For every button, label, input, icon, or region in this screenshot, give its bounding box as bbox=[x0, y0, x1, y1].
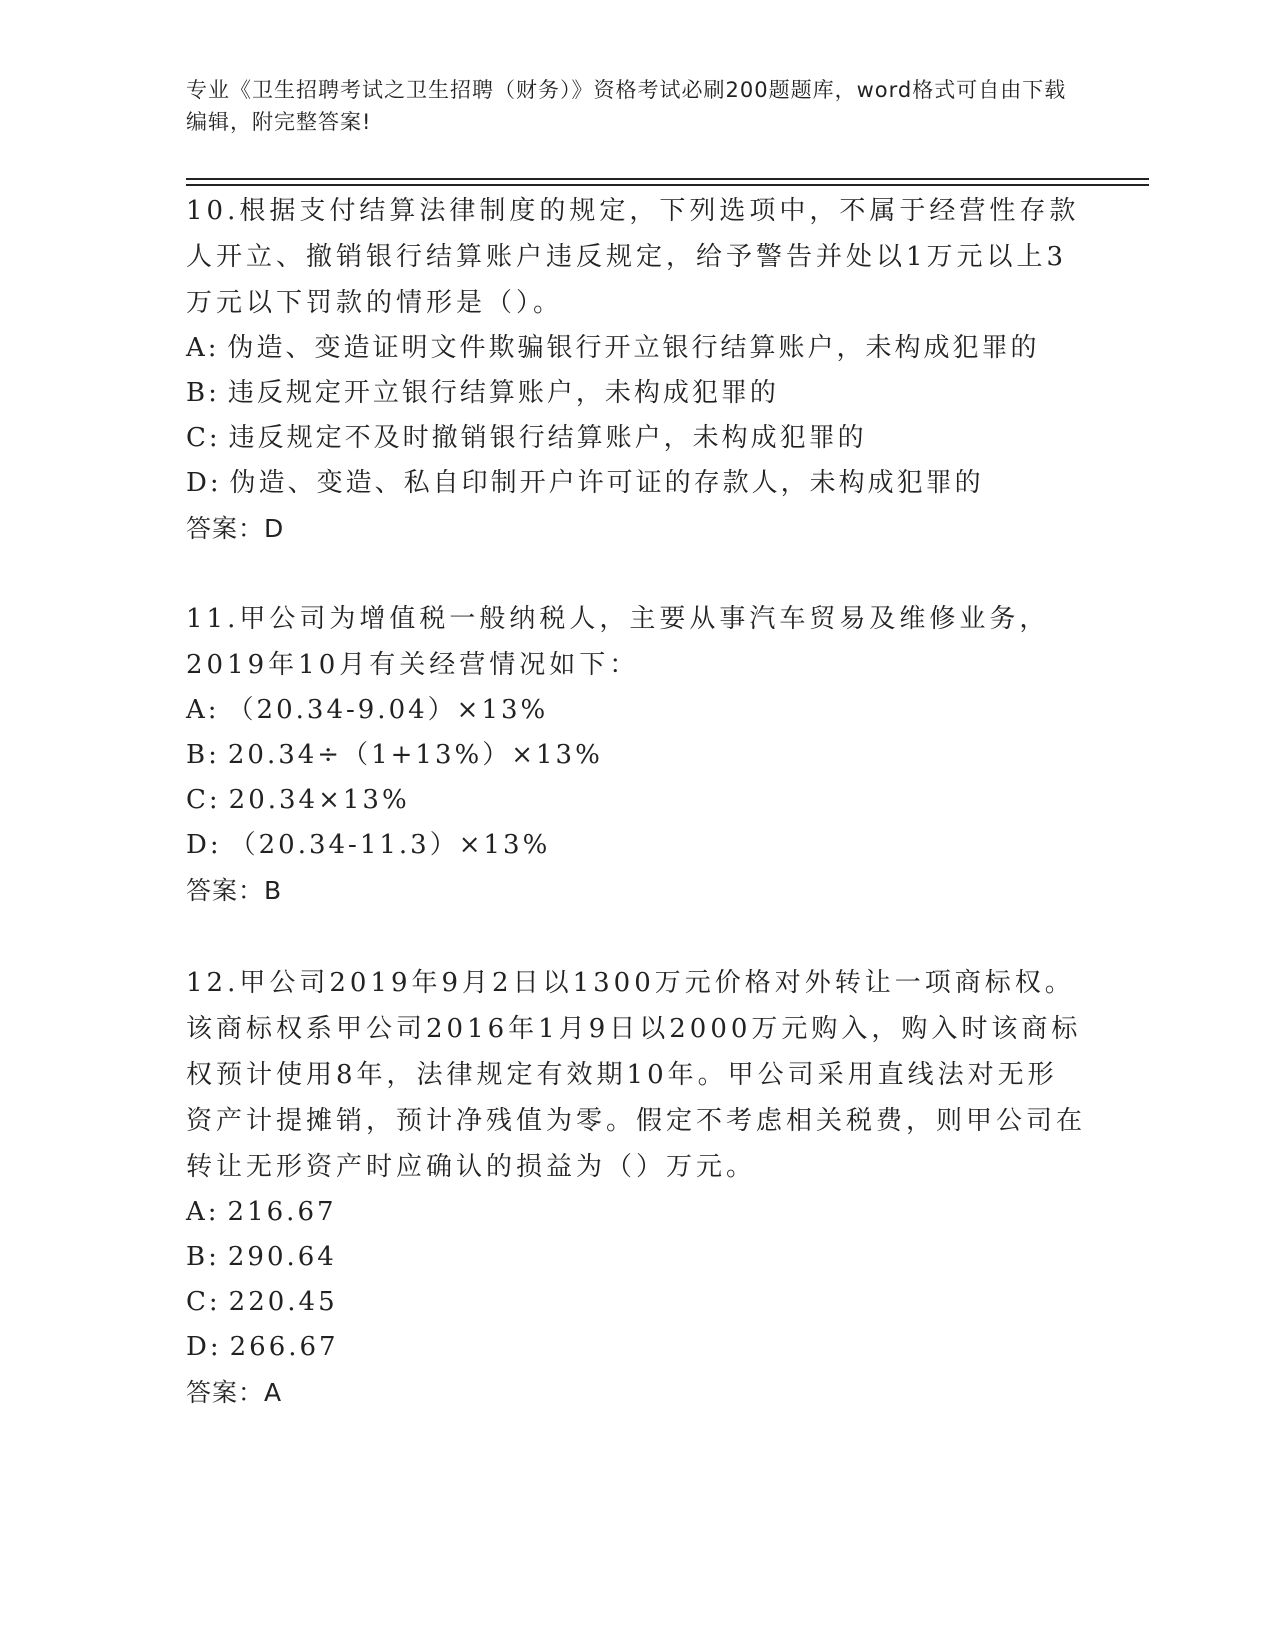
question-stem: 10.根据支付结算法律制度的规定，下列选项中，不属于经营性存款人开立、撤销银行结算账户违反规定，给予警告并处以1万元以上3万元以下罚款的情形是（）。 bbox=[186, 196, 1080, 318]
option-b bbox=[186, 371, 1086, 416]
option-a bbox=[186, 1190, 1086, 1235]
option-label: B: bbox=[186, 378, 220, 408]
option-text: （20.34-11.3）×13% bbox=[229, 830, 551, 860]
option-a bbox=[186, 326, 1086, 371]
question-stem: 12.甲公司2019年9月2日以1300万元价格对外转让一项商标权。该商标权系甲公司2016年1月9日以2000万元购入，购入时该商标权预计使用8年，法律规定有效期10年。甲公司采用直线法对无形资产计提摊销，预计净残值为零。假定不考虑相关税费，则甲公司在转让无形资产时应确认的损益为（）万元。 bbox=[186, 968, 1087, 1182]
option-c bbox=[186, 416, 1086, 461]
option-text: 20.34÷（1+13%）×13% bbox=[227, 740, 603, 770]
option-label: C: bbox=[186, 1287, 221, 1317]
option-text: 伪造、变造、私自印制开户许可证的存款人，未构成犯罪的 bbox=[229, 468, 984, 498]
answer-line: 答案：D bbox=[186, 514, 285, 543]
answer-line: 答案：B bbox=[186, 876, 283, 905]
option-label: C: bbox=[186, 785, 221, 815]
question-11 bbox=[186, 596, 1086, 913]
option-label: C: bbox=[186, 423, 221, 453]
option-label: B: bbox=[186, 740, 220, 770]
question-stem: 11.甲公司为增值税一般纳税人，主要从事汽车贸易及维修业务，2019年10月有关经营情况如下： bbox=[186, 604, 1050, 680]
option-text: 266.67 bbox=[229, 1332, 339, 1362]
option-label: A: bbox=[186, 333, 220, 363]
option-b bbox=[186, 1235, 1086, 1280]
option-text: 伪造、变造证明文件欺骗银行开立银行结算账户，未构成犯罪的 bbox=[227, 333, 1040, 363]
question-10 bbox=[186, 188, 1086, 551]
option-label: A: bbox=[186, 1197, 220, 1227]
option-text: （20.34-9.04）×13% bbox=[227, 695, 549, 725]
option-text: 违反规定开立银行结算账户，未构成犯罪的 bbox=[227, 378, 779, 408]
option-text: 290.64 bbox=[227, 1242, 337, 1272]
option-label: D: bbox=[186, 830, 222, 860]
option-c bbox=[186, 1280, 1086, 1325]
option-b bbox=[186, 733, 1086, 778]
question-12 bbox=[186, 960, 1086, 1415]
option-text: 216.67 bbox=[227, 1197, 337, 1227]
option-text: 违反规定不及时撤销银行结算账户，未构成犯罪的 bbox=[228, 423, 867, 453]
document-header: 专业《卫生招聘考试之卫生招聘（财务）》资格考试必刷200题题库，word格式可自由下载编辑，附完整答案! bbox=[186, 78, 1067, 134]
option-d bbox=[186, 823, 1086, 868]
option-label: B: bbox=[186, 1242, 220, 1272]
option-c bbox=[186, 778, 1086, 823]
option-text: 20.34×13% bbox=[228, 785, 410, 815]
option-text: 220.45 bbox=[228, 1287, 338, 1317]
option-d bbox=[186, 461, 1086, 506]
header-divider-top bbox=[186, 178, 1149, 180]
option-label: A: bbox=[186, 695, 220, 725]
header-divider-bottom bbox=[186, 184, 1149, 186]
option-label: D: bbox=[186, 468, 222, 498]
option-a bbox=[186, 688, 1086, 733]
option-label: D: bbox=[186, 1332, 222, 1362]
option-d bbox=[186, 1325, 1086, 1370]
answer-line: 答案：A bbox=[186, 1378, 283, 1407]
